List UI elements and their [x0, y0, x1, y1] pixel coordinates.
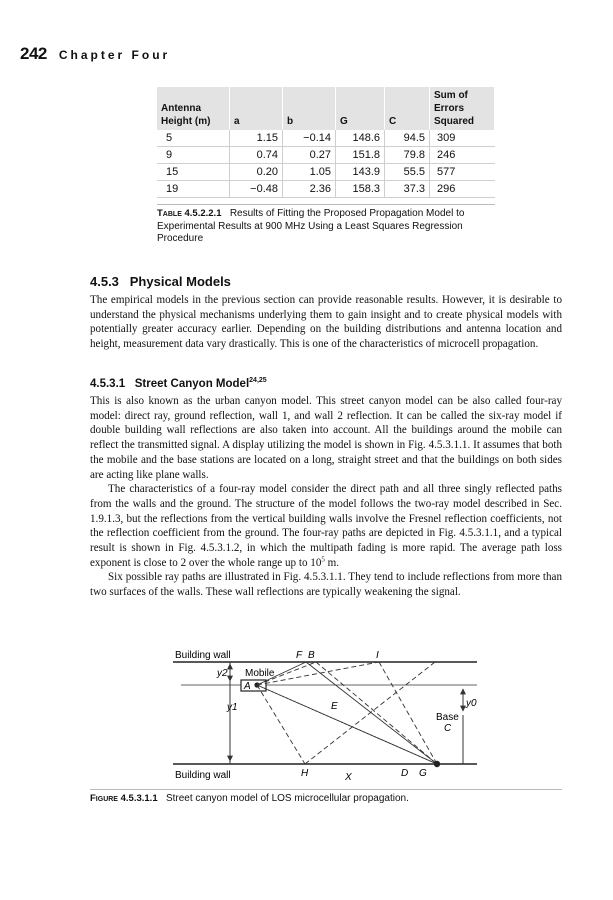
table-cell: 9	[157, 147, 230, 164]
col-header-sum-errors: Sum of Errors Squared	[430, 87, 495, 130]
label-base: Base	[436, 712, 459, 723]
figure-caption-text: Street canyon model of LOS microcellular propagation.	[165, 793, 409, 804]
results-table	[157, 87, 495, 198]
table-cell: 94.5	[385, 130, 430, 147]
label-a: A	[244, 681, 251, 692]
section-body	[90, 293, 562, 352]
base-station-point	[434, 761, 440, 767]
table-header-row	[157, 87, 495, 130]
table-cell: 1.15	[230, 130, 283, 147]
figure-caption-label: Figure 4.5.3.1.1	[90, 793, 158, 804]
col-header-antenna-height: Antenna Height (m)	[157, 87, 230, 130]
wall-top-label: Building wall	[175, 650, 231, 661]
paragraph: The empirical models in the previous section can provide reasonable results. However, it is desirable to understand the physical mechanisms underlying them to gain insight and to create physical models with potentially greater accuracy earlier. Depending on the building distributions and antenna location and height, measurement data vary drastically. This is one of the characteristics of microcell propagation.	[90, 294, 562, 351]
table-caption	[157, 204, 495, 246]
ray-paths	[257, 662, 437, 764]
col-header-b: b	[283, 87, 336, 130]
paragraph: This is also known as the urban canyon model. This street canyon model can be also called four-ray model: direct ray, ground reflection, wall 1, and wall 2 reflection. It can be called the six-ray model if double building wall reflections are also taken into account. All the buildings around the mobile can reflect the transmitted signal. A display utilizing the model is shown in Fig. 4.5.3.1.1. It assumes that both the mobile and the base stations are located on a long, straight street and that the buildings on both sides are acting like plane walls.	[90, 395, 562, 481]
ray-i-down	[379, 662, 437, 764]
label-x: X	[345, 772, 352, 783]
label-c: C	[444, 723, 452, 734]
table-cell: 79.8	[385, 147, 430, 164]
ray-h-up	[305, 662, 435, 764]
section-heading: 4.5.3 Physical Models	[90, 274, 231, 289]
label-h: H	[301, 768, 309, 779]
table-row	[157, 181, 495, 198]
col-header-c: C	[385, 87, 430, 130]
paragraph: The characteristics of a four-ray model consider the direct path and all three singly reflected paths from the walls and the ground. The structure of the model follows the two-ray model described in Sec. 1.9.1.3, but the reflections from the vertical building walls involve the Fresnel reflection coefficients, not the reflection coefficient from the ground. The four-ray paths are depicted in Fig. 4.5.3.1.1, and a typical result is shown in Fig. 4.5.3.1.2, in which the multipath fading is more rapid. The average path loss exponent is close to 2 over the whole range up to $10^5$ m.	[90, 483, 562, 569]
table-cell: 151.8	[336, 147, 385, 164]
label-mobile: Mobile	[245, 668, 275, 679]
wall-bottom-label: Building wall	[175, 770, 231, 781]
label-y1: y1	[227, 702, 238, 713]
label-y2: y2	[217, 668, 228, 679]
table-cell: 37.3	[385, 181, 430, 198]
table-caption-text: Results of Fitting the Proposed Propagation Model to Experimental Results at 900 MHz Using a Least Squares Regression Procedure	[157, 208, 465, 244]
ray-i-up	[257, 662, 379, 685]
ray-b-down	[316, 662, 437, 764]
table-cell: 1.05	[283, 164, 336, 181]
figure-caption	[90, 789, 562, 804]
table-cell: 309	[430, 130, 495, 147]
chapter-title: Chapter Four	[58, 48, 171, 62]
table-cell: 0.20	[230, 164, 283, 181]
label-f: F	[296, 650, 303, 661]
label-b: B	[308, 650, 315, 661]
label-e: E	[331, 701, 338, 712]
ray-h-down	[257, 685, 305, 764]
table-cell: 55.5	[385, 164, 430, 181]
table-cell: −0.48	[230, 181, 283, 198]
label-g: G	[419, 768, 427, 779]
label-d: D	[401, 768, 409, 779]
table-caption-label: Table 4.5.2.2.1	[157, 208, 222, 219]
table-cell: 2.36	[283, 181, 336, 198]
page-number: 242	[20, 44, 47, 63]
table-cell: 19	[157, 181, 230, 198]
table-cell: 148.6	[336, 130, 385, 147]
table-cell: 0.27	[283, 147, 336, 164]
running-header	[20, 44, 170, 64]
table-cell: 158.3	[336, 181, 385, 198]
label-y0: y0	[466, 698, 477, 709]
label-i: I	[376, 650, 379, 661]
table-cell: 246	[430, 147, 495, 164]
table-row	[157, 147, 495, 164]
table-cell: −0.14	[283, 130, 336, 147]
table-cell: 15	[157, 164, 230, 181]
subsection-heading: 4.5.3.1 Street Canyon Model$^{24,25}$	[90, 377, 267, 390]
table-cell: 5	[157, 130, 230, 147]
table-row	[157, 164, 495, 181]
subsection-body	[90, 394, 562, 600]
table-row	[157, 130, 495, 147]
ray-f-down	[306, 662, 437, 764]
table-cell: 577	[430, 164, 495, 181]
table-cell: 296	[430, 181, 495, 198]
table-cell: 0.74	[230, 147, 283, 164]
col-header-g: G	[336, 87, 385, 130]
street-canyon-diagram	[165, 643, 485, 783]
table-cell: 143.9	[336, 164, 385, 181]
paragraph: Six possible ray paths are illustrated in Fig. 4.5.3.1.1. They tend to include reflections from more than two surfaces of the walls. These wall reflections are typically weakening the signal.	[90, 571, 562, 599]
col-header-a: a	[230, 87, 283, 130]
